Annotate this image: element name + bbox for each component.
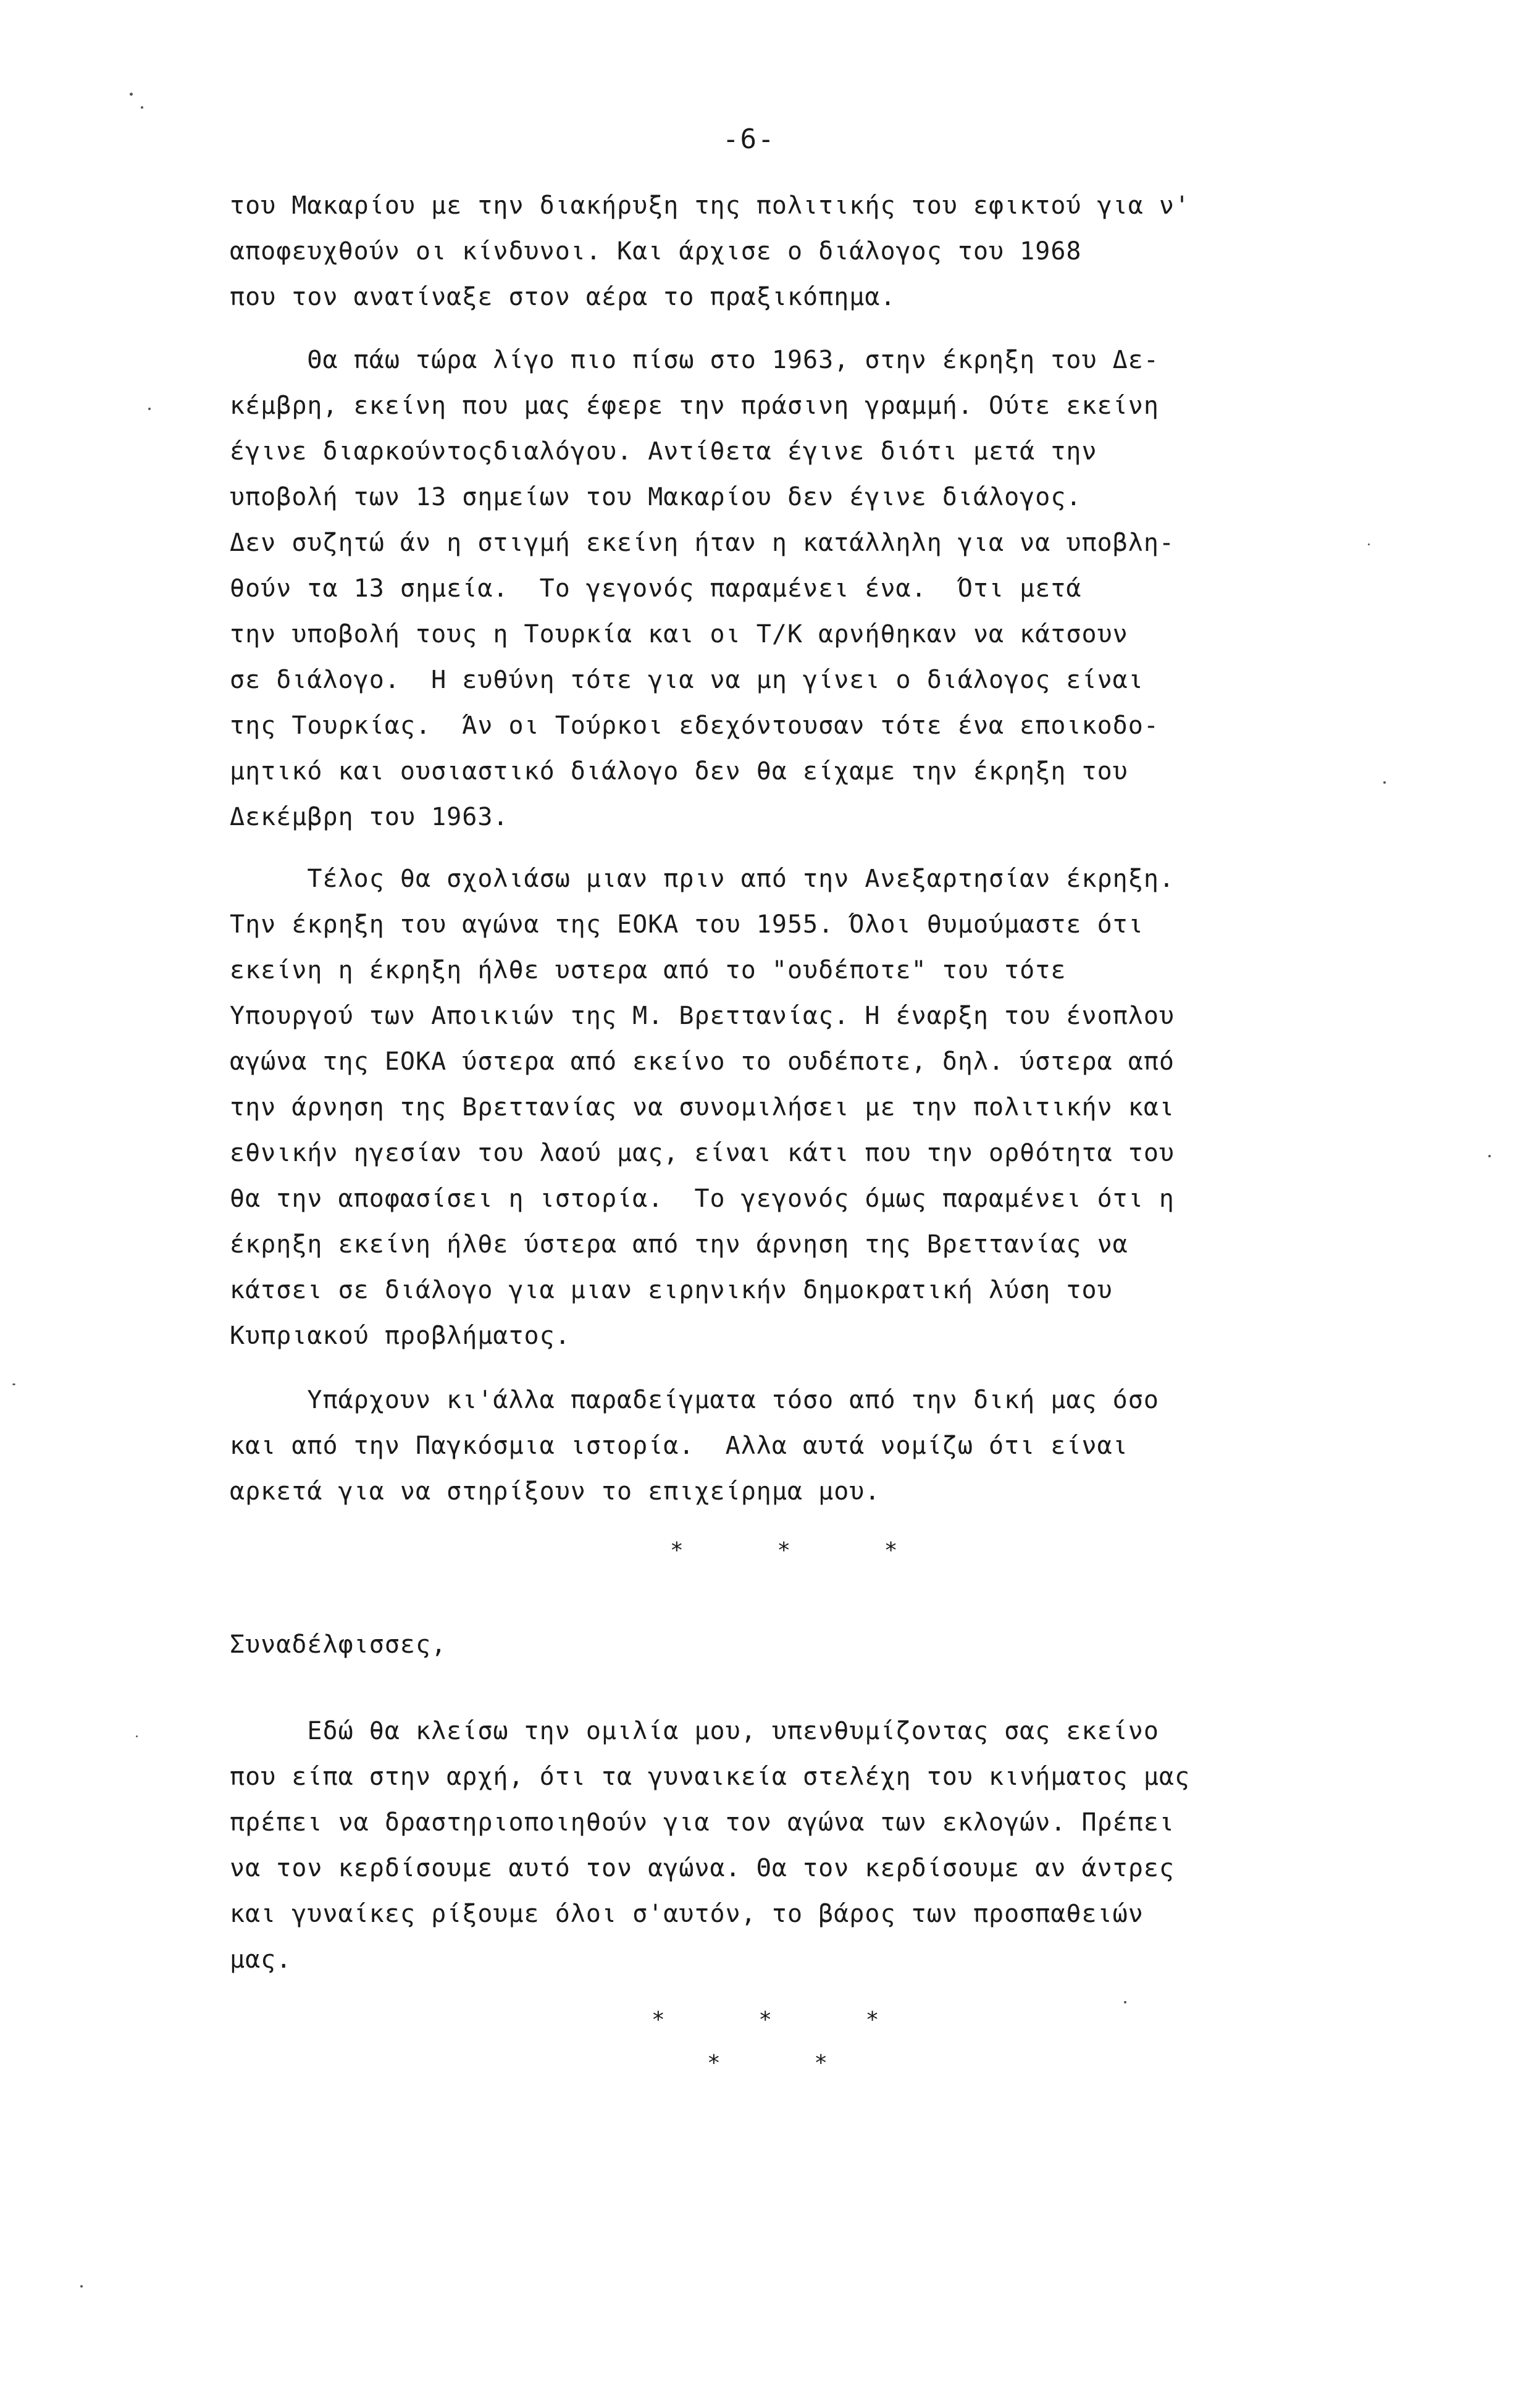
scan-speck [136,1735,138,1737]
text-line: εκείνη η έκρηξη ήλθε υστερα από το "ουδέποτε" του τότε [230,956,1067,984]
text-line: Την έκρηξη του αγώνα της ΕΟΚΑ του 1955. Όλοι θυμούμαστε ότι [230,910,1144,939]
scan-speck [148,408,151,410]
scan-speck [1124,2001,1126,2003]
text-line: Υπάρχουν κι'άλλα παραδείγματα τόσο από την δική μας όσο [230,1386,1159,1414]
section-separator: * * * [670,1538,898,1563]
text-line: κάτσει σε διάλογο για μιαν ειρηνικήν δημοκρατική λύση του [230,1276,1113,1304]
text-line: αγώνα της ΕΟΚΑ ύστερα από εκείνο το ουδέποτε, δηλ. ύστερα από [230,1047,1175,1076]
text-line: που είπα στην αρχή, ότι τα γυναικεία στελέχη του κινήματος μας [230,1763,1191,1791]
text-line: εθνικήν ηγεσίαν του λαού μας, είναι κάτι που την ορθότητα του [230,1139,1175,1167]
text-line: πρέπει να δραστηριοποιηθούν για τον αγώνα των εκλογών. Πρέπει [230,1808,1175,1837]
text-line: κέμβρη, εκείνη που μας έφερε την πράσινη γραμμή. Ούτε εκείνη [230,392,1159,420]
text-line: που τον ανατίναξε στον αέρα το πραξικόπημα. [230,283,896,311]
scan-speck [1383,781,1386,784]
scan-speck [130,93,133,96]
salutation: Συναδέλφισσες, [230,1630,447,1659]
text-line: της Τουρκίας. Άν οι Τούρκοι εδεχόντουσαν τότε ένα εποικοδο- [230,711,1159,740]
scan-speck [1368,543,1370,545]
text-line: την υποβολή τους η Τουρκία και οι Τ/Κ αρνήθηκαν να κάτσουν [230,620,1128,648]
end-separator: * * * [652,2007,879,2033]
text-line: σε διάλογο. Η ευθύνη τότε για να μη γίνει ο διάλογος είναι [230,666,1144,694]
text-line: θούν τα 13 σημεία. Το γεγονός παραμένει ένα. Ότι μετά [230,574,1082,603]
text-line: έκρηξη εκείνη ήλθε ύστερα από την άρνηση της Βρεττανίας να [230,1230,1128,1259]
text-line: Τέλος θα σχολιάσω μιαν πριν από την Ανεξαρτησίαν έκρηξη. [230,865,1175,893]
text-line: μητικό και ουσιαστικό διάλογο δεν θα είχαμε την έκρηξη του [230,757,1128,786]
text-line: αποφευχθούν οι κίνδυνοι. Και άρχισε ο διάλογος του 1968 [230,237,1082,266]
text-line: Υπουργού των Αποικιών της Μ. Βρεττανίας. Η έναρξη του ένοπλου [230,1002,1175,1030]
text-line: έγινε διαρκούντοςδιαλόγου. Αντίθετα έγινε διότι μετά την [230,437,1097,466]
text-line: μας. [230,1945,292,1974]
scan-speck [12,1383,15,1385]
text-line: αρκετά για να στηρίξουν το επιχείρημα μου. [230,1477,881,1506]
text-line: θα την αποφασίσει η ιστορία. Το γεγονός όμως παραμένει ότι η [230,1185,1175,1213]
text-line: Εδώ θα κλείσω την ομιλία μου, υπενθυμίζοντας σας εκείνο [230,1717,1159,1745]
text-line: και γυναίκες ρίξουμε όλοι σ'αυτόν, το βάρος των προσπαθειών [230,1900,1144,1928]
text-line: Δεκέμβρη του 1963. [230,803,509,831]
text-line: την άρνηση της Βρεττανίας να συνομιλήσει με την πολιτικήν και [230,1093,1175,1122]
text-line: του Μακαρίου με την διακήρυξη της πολιτικής του εφικτού για ν' [230,191,1191,220]
end-separator: * * [707,2050,828,2076]
page-number: -6- [723,124,776,155]
text-line: Θα πάω τώρα λίγο πιο πίσω στο 1963, στην έκρηξη του Δε- [230,346,1159,374]
scan-speck [1488,1155,1491,1157]
text-line: Κυπριακού προβλήματος. [230,1322,571,1350]
text-line: και από την Παγκόσμια ιστορία. Αλλα αυτά νομίζω ότι είναι [230,1432,1128,1460]
scan-speck [141,106,143,109]
text-line: Δεν συζητώ άν η στιγμή εκείνη ήταν η κατάλληλη για να υποβλη- [230,529,1175,557]
scan-speck [80,2285,83,2288]
text-line: υποβολή των 13 σημείων του Μακαρίου δεν έγινε διάλογος. [230,483,1082,511]
text-line: να τον κερδίσουμε αυτό τον αγώνα. Θα τον κερδίσουμε αν άντρες [230,1854,1175,1882]
